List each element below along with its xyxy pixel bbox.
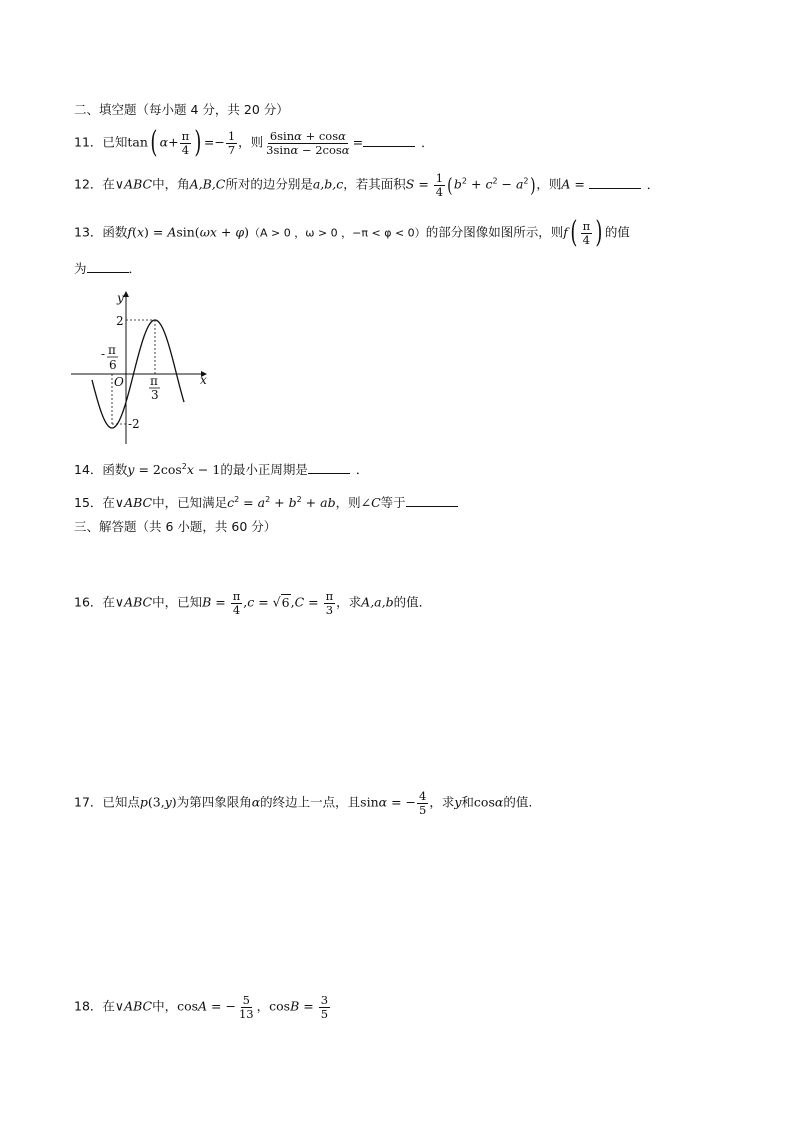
sine-graph [66,284,216,446]
fraction: $\frac{\pi}{4}$ [181,128,190,157]
question-16: 16．在∨ABC中，已知B = $\frac{\pi}{4}$ ,c = √6,C = $\frac{\pi}{3}$ ，求A,a,b的值． [74,589,432,617]
ymin-label: -2 [128,417,140,431]
fraction: $\frac{5}{13}$ [238,993,254,1021]
answer-blank-13[interactable] [87,272,129,273]
fraction: $\frac{\pi}{4}$ [582,218,591,247]
answer-blank-15[interactable] [406,506,458,507]
neg-sign: - [101,347,106,361]
x-label: x [200,373,207,387]
pos-tick-num: π [150,374,158,388]
fraction: $\frac{4}{5}$ [419,789,427,817]
question-13-line2: 为 ． [74,261,142,276]
answer-blank-12[interactable] [589,188,641,189]
question-12: 12．在∨ABC中，角A,B,C所对的边分别是a,b,c，若其面积S = $\frac{1}{4}$ $(b^2 + c^2 - a^2)$，则A = ． [74,171,660,199]
pos-tick-den: 3 [151,388,159,402]
fraction-expression: $\frac{6\sin\alpha + \cos\alpha}{3\sin\alpha - 2\cos\alpha}$ [266,128,350,157]
answer-blank-14[interactable] [308,473,350,474]
fraction: $\frac{3}{5}$ [320,993,329,1021]
question-17: 17．已知点p(3,y)为第四象限角α的终边上一点，且sinα = − $\frac{4}{5}$ ，求y和cosα的值. [74,789,533,817]
neg-tick-num: π [108,343,116,357]
question-14: 14．函数$y = 2\cos^2x - 1$的最小正周期是 ． [74,462,369,478]
question-11: 11．已知tan( α+ $\frac{\pi}{4}$ ) =− $\frac{1}{7}$ ，则 $\frac{6\sin\alpha + \cos\alpha}{3\sin\alpha - 2\cos\alpha}$ = ． [74,125,434,160]
section-2-title: 二、填空题（每小题 4 分，共 20 分） [74,102,289,117]
question-13: 13．函数f(x) = Asin(ωx + φ)（A > 0 ，ω > 0 ，−π < φ < 0）的部分图像如图所示，则f( $\frac{\pi}{4}$ ) 的值 [74,215,630,250]
question-18: 18．在∨ABC中，cosA = − $\frac{5}{13}$ ，cosB = $\frac{3}{5}$ [74,993,329,1021]
fraction: $\frac{\pi}{3}$ [325,589,334,617]
fraction: $\frac{\pi}{4}$ [232,589,241,617]
origin-label: O [114,375,124,389]
neg-tick-den: 6 [109,358,117,372]
question-15: 15．在∨ABC中，已知满足$c^2 = a^2 + b^2$ + ab，则∠C等于 [74,496,458,510]
answer-blank-11[interactable] [363,146,415,147]
fraction: $\frac{1}{7}$ [227,128,236,157]
section-3-title: 三、解答题（共 6 小题，共 60 分） [74,519,277,534]
y-label: y [117,291,124,305]
fraction: $\frac{1}{4}$ [435,171,444,199]
ymax-label: 2 [116,314,124,328]
